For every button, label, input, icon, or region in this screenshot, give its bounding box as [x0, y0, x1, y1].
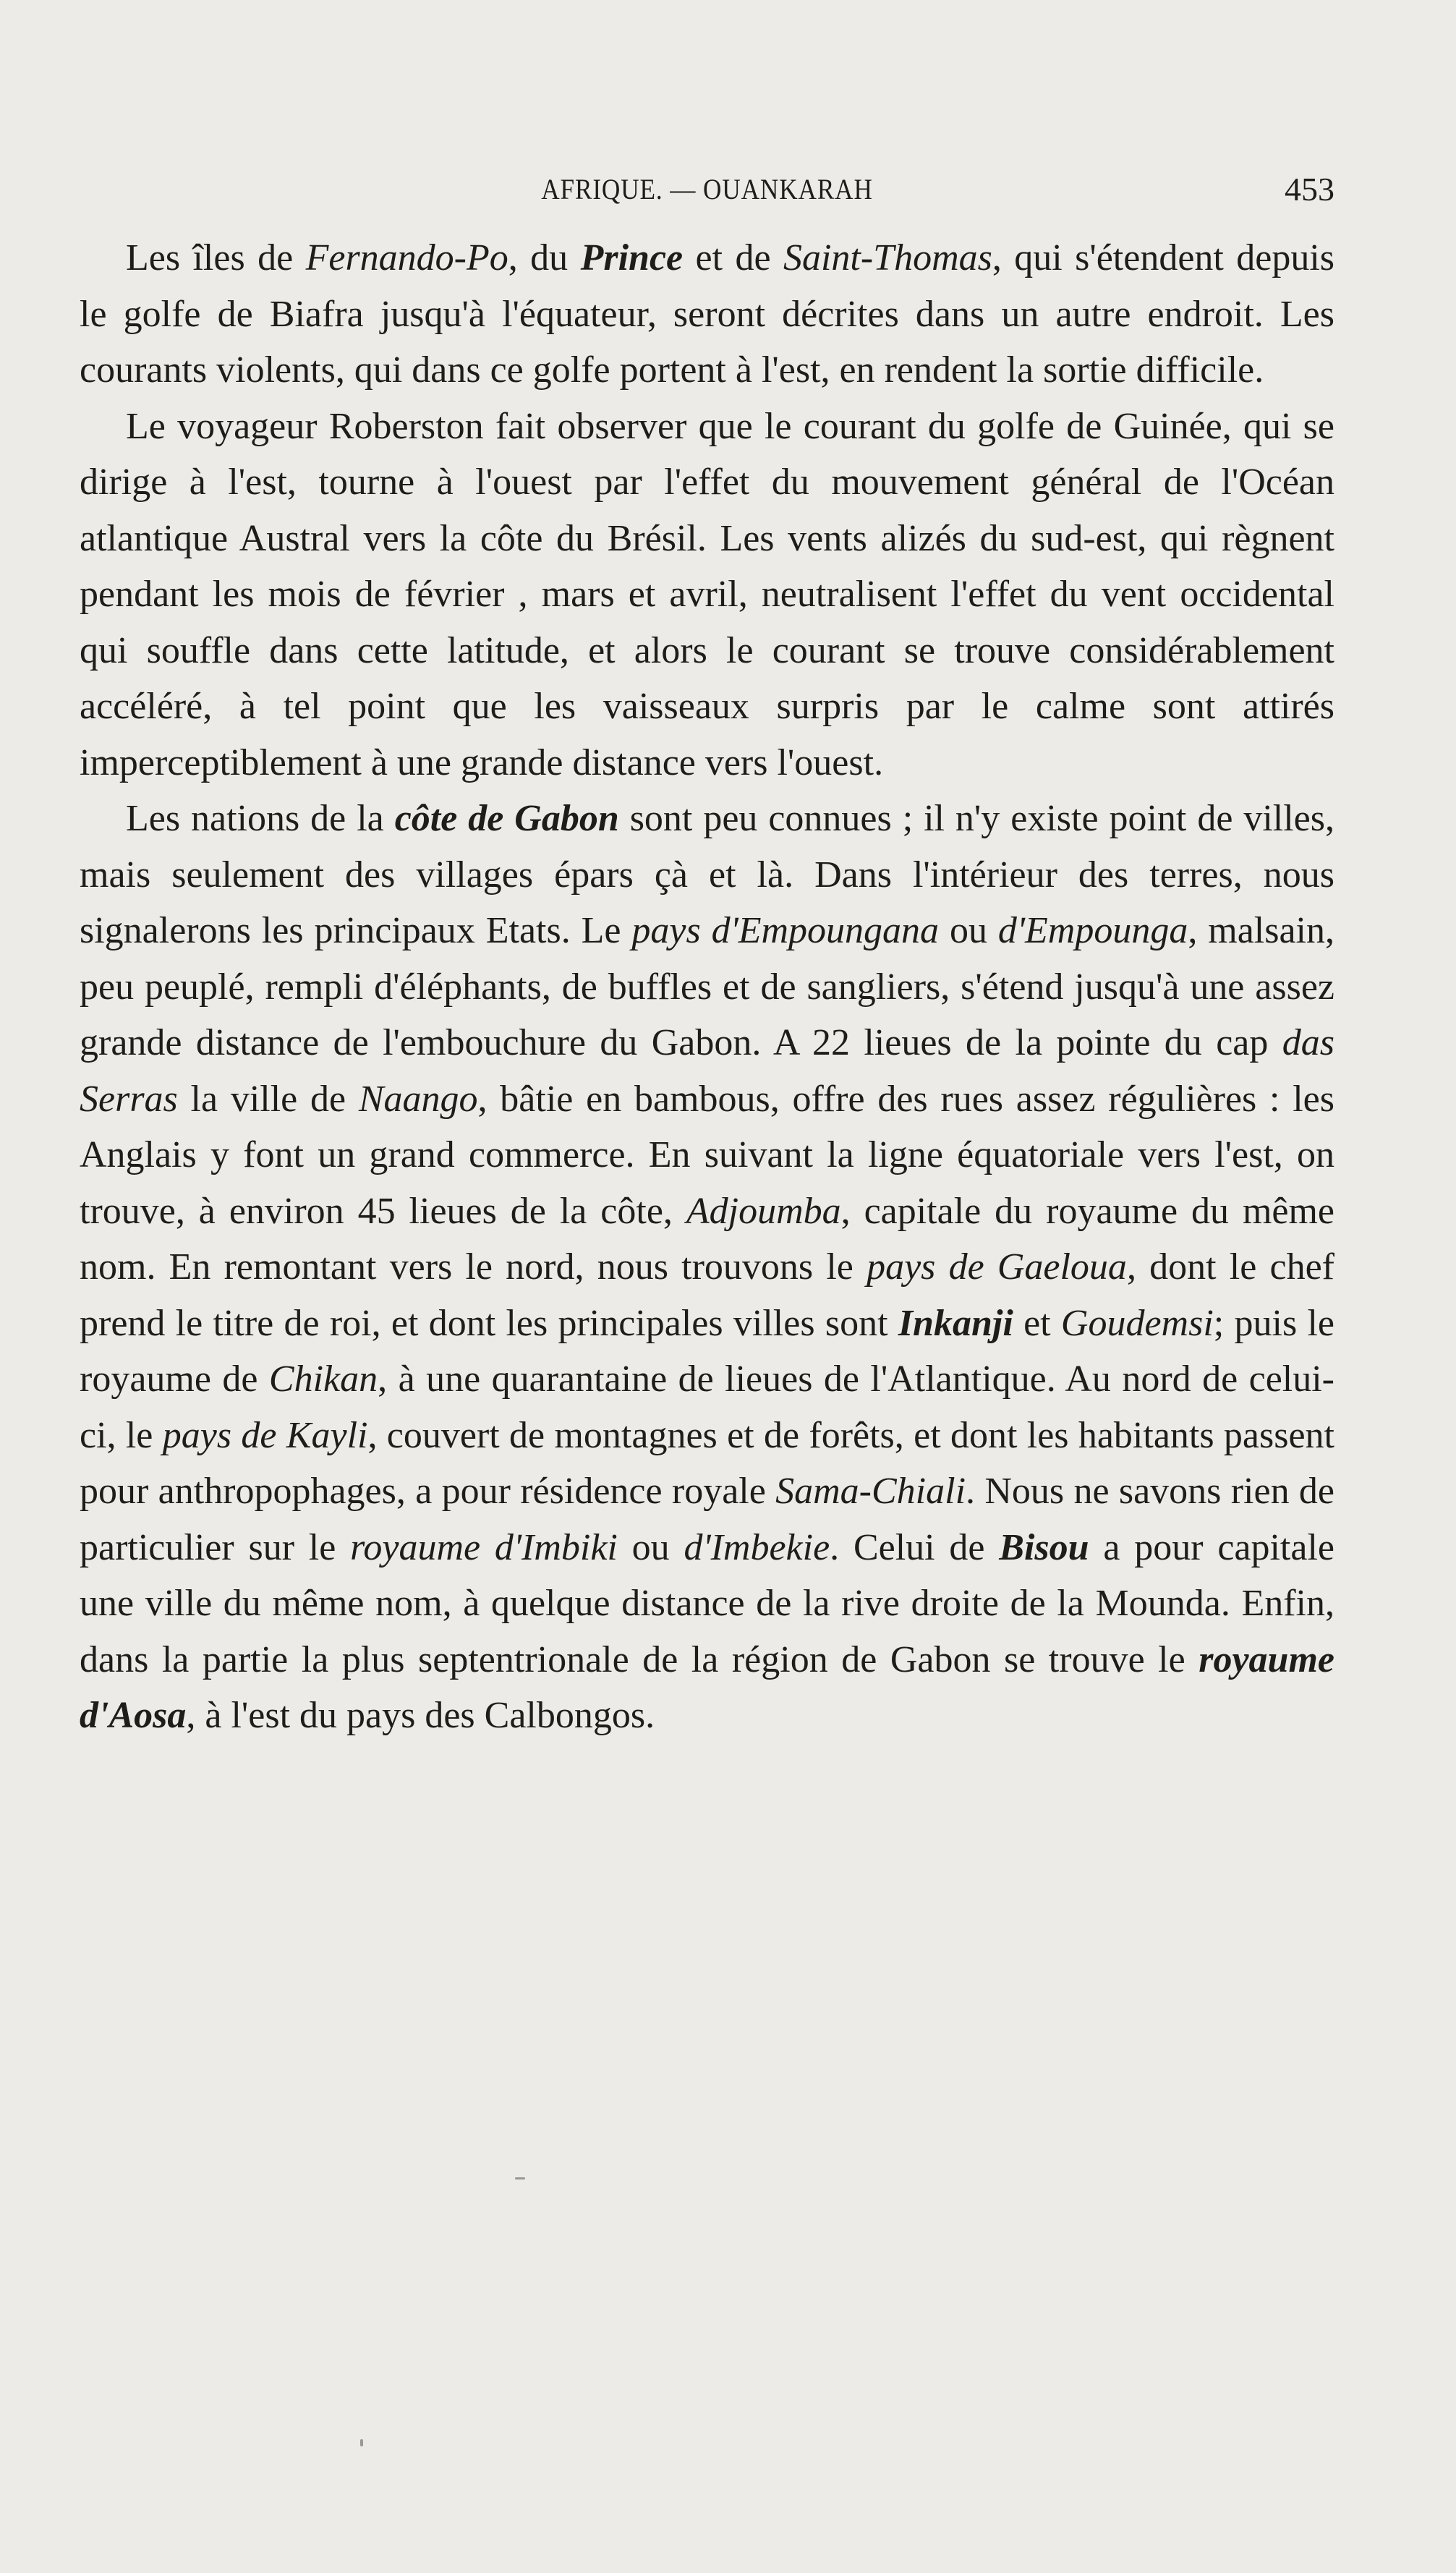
text-run: , malsain, peu peuplé, rempli d'éléphants, de buffles et de sangliers, s'étend jusqu'à une assez grande distance de l'embouchure du Gabon. A 22 lieues de la pointe du cap: [80, 910, 1334, 1063]
text-run: ou: [939, 910, 998, 951]
text-run: , bâtie en bambous, offre des rues assez régulières : les Anglais y font un grand commerce. En suivant la ligne équatoriale vers l'est, on trouve, à environ 45 lieues de la côte,: [80, 1078, 1334, 1232]
text-run: , à l'est du pays des Calbongos.: [186, 1695, 655, 1736]
text-run: . Nous ne savons rien de particulier sur le: [80, 1471, 1334, 1568]
paper-speck: [360, 2439, 363, 2446]
text-run: . Celui de: [830, 1526, 1000, 1568]
text-run: , couvert de montagnes et de forêts, et dont les habitants passent pour anthropophages, a pour résidence royale: [80, 1414, 1335, 1512]
text-run: , dont le chef prend le titre de roi, et dont les principales villes sont: [80, 1246, 1334, 1344]
bold-italic-term: côte de Gabon: [394, 798, 619, 839]
text-run: et: [1013, 1302, 1061, 1344]
text-run: Les nations de la: [126, 798, 395, 839]
body-text: [80, 230, 1334, 1744]
italic-term: Saint-Thomas: [783, 237, 992, 278]
text-run: , du: [508, 237, 581, 278]
bold-italic-term: Inkanji: [898, 1302, 1013, 1344]
bold-italic-term: Prince: [580, 237, 684, 278]
text-run: , à une quarantaine de lieues de l'Atlantique. Au nord de celui-ci, le: [80, 1358, 1334, 1456]
running-head: AFRIQUE. — OUANKARAH: [541, 173, 873, 205]
text-run: ou: [617, 1526, 684, 1568]
text-run: , capitale du royaume du même nom. En remontant vers le nord, nous trouvons le: [80, 1190, 1335, 1288]
paragraph: [80, 399, 1334, 791]
text-run: sont peu connues ; il n'y existe point de villes, mais seulement des villages épars çà et là. Dans l'intérieur des terres, nous signalerons les principaux Etats. Le: [80, 798, 1334, 951]
text-run: Le voyageur Roberston fait observer que le courant du golfe de Guinée, qui se dirige à l'est, tourne à l'ouest par l'effet du mouvement général de l'Océan atlantique Austral vers la côte du Brésil. Les vents alizés du sud-est, qui règnent pendant les mois de février , mars et avril, neutralisent l'effet du vent occidental qui souffle dans cette latitude, et alors le courant se trouve considérablement accéléré, à tel point que les vaisseaux surpris par le calme sont attirés imperceptiblement à une grande distance vers l'ouest.: [80, 405, 1334, 783]
page-number: 453: [1285, 171, 1334, 208]
italic-term: d'Empounga: [997, 910, 1188, 951]
text-run: ; puis le royaume de: [80, 1302, 1334, 1400]
italic-term: Sama-Chiali: [775, 1471, 966, 1512]
bold-italic-term: Bisou: [999, 1526, 1089, 1568]
text-run: , qui s'étendent depuis le golfe de Biafra jusqu'à l'équateur, seront décrites dans un autre endroit. Les courants violents, qui dans ce golfe portent à l'est, en rendent la sortie difficile.: [80, 237, 1335, 391]
italic-term: royaume d'Imbiki: [350, 1526, 618, 1568]
italic-term: pays d'Empoungana: [631, 910, 940, 951]
italic-term: Adjoumba: [686, 1190, 841, 1232]
italic-term: pays de Kayli: [162, 1414, 368, 1456]
paragraph: [80, 230, 1334, 399]
text-run: a pour capitale une ville du même nom, à quelque distance de la rive droite de la Mounda. Enfin, dans la partie la plus septentrionale de la région de Gabon se trouve le: [80, 1526, 1334, 1680]
text-run: la ville de: [177, 1078, 359, 1120]
italic-term: pays de Gaeloua: [867, 1246, 1127, 1288]
page-header: [80, 168, 1334, 211]
italic-term: das Serras: [80, 1022, 1334, 1120]
italic-term: Naango: [358, 1078, 478, 1120]
bold-italic-term: royaume d'Aosa: [80, 1638, 1334, 1736]
text-run: Les îles de: [126, 237, 306, 278]
italic-term: Chikan: [268, 1358, 378, 1400]
italic-term: d'Imbekie: [684, 1526, 830, 1568]
italic-term: Goudemsi: [1060, 1302, 1214, 1344]
paragraph: [80, 791, 1334, 1744]
italic-term: Fernando-Po: [305, 237, 508, 278]
paper-speck: [515, 2177, 525, 2179]
text-run: et de: [683, 237, 783, 278]
